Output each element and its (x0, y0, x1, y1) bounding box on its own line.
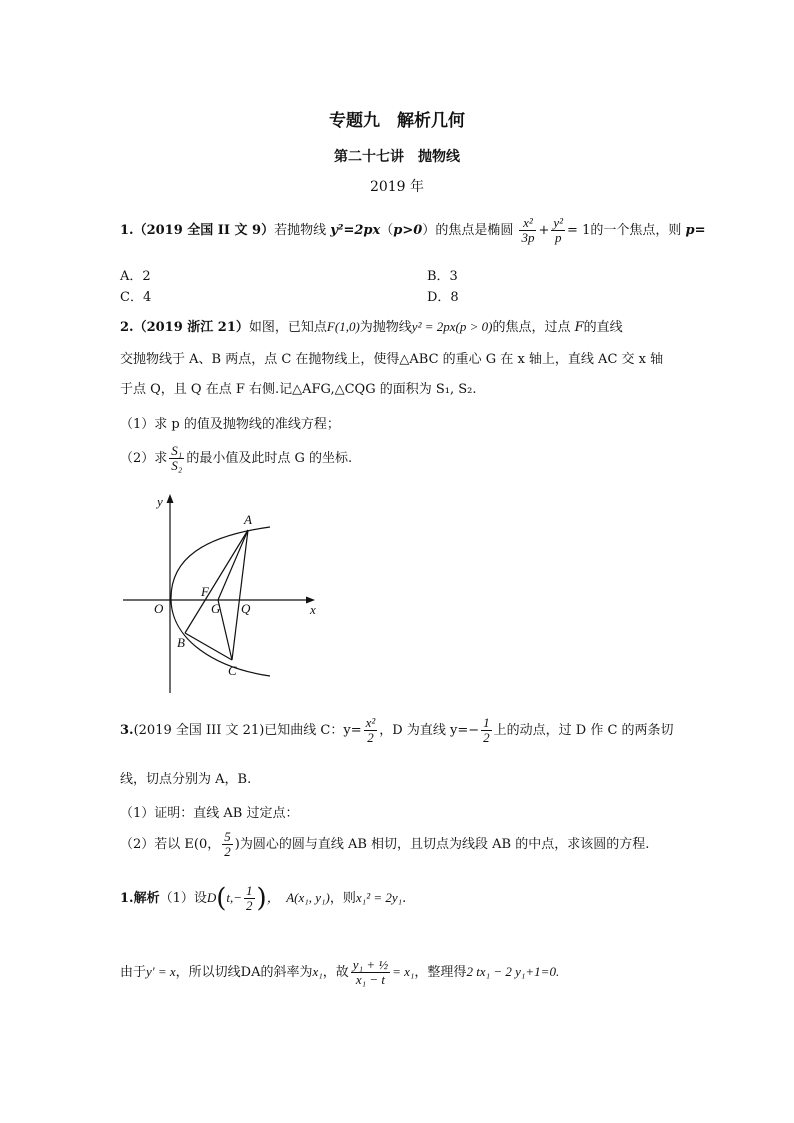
q3-center-fraction (222, 830, 233, 858)
q1-frac2-num: y² (553, 215, 564, 231)
q1-fraction-1 (519, 216, 536, 244)
q3-center-num: 5 (224, 829, 231, 845)
solution-t: t,− (226, 890, 243, 905)
q3-sub2-text-b: )为圆心的圆与直线 AB 相切，且切点为线段 AB 的中点，求该圆的方程. (234, 837, 650, 852)
paren-left: ( (216, 883, 227, 914)
q2-source: （2019 浙江 21） (133, 320, 249, 335)
q1-p-equals: p= (685, 223, 706, 238)
solution-text-d: ，整理得 (414, 965, 467, 980)
q1-number: 1. (120, 223, 134, 238)
q3-center-den: 2 (224, 844, 231, 859)
lecture-title: 第二十七讲 抛物线 (334, 149, 460, 165)
q1-option-d: D．8 (427, 290, 459, 305)
q2-line-1 (120, 316, 623, 335)
q3-frac-num: x² (365, 715, 376, 731)
q2-text-a: 如图，已知点 (248, 320, 327, 335)
q1-condition: p>0 (393, 223, 423, 238)
q1-equals-one: = 1 (567, 223, 591, 238)
q2-line-3: 于点 Q，且 Q 在点 F 右侧.记△AFG,△CQG 的面积为 S₁, S₂. (120, 382, 477, 397)
q1-text-a: 若抛物线 (274, 223, 331, 238)
q1-source: （2019 全国 II 文 9） (133, 223, 275, 238)
q2-ratio-den: S₂ (171, 458, 183, 473)
q1-paren-open: （ (380, 223, 394, 238)
q2-F: F (574, 320, 584, 335)
solution-text-b: ，所以切线DA的斜率为 (175, 965, 313, 980)
solution-D: D (206, 890, 217, 905)
q3-text-b: ，D 为直线 y=− (379, 723, 480, 738)
solution-text-c: ，故 (322, 965, 349, 980)
label-y: y (157, 494, 163, 509)
solution-slope-num: y₁ + ½ (352, 957, 389, 973)
label-C: C (228, 663, 237, 678)
paren-right: ) (256, 883, 267, 914)
question-1 (120, 208, 705, 254)
solution-label: 1.解析 (120, 891, 160, 906)
solution-result: 2 tx₁ − 2 y₁+1=0. (466, 964, 560, 979)
q3-line-2: 线，切点分别为 A，B. (120, 772, 252, 787)
q1-option-b: B．3 (427, 269, 458, 284)
label-O: O (154, 601, 164, 616)
label-F: F (201, 584, 209, 599)
solution-line-1 (120, 875, 406, 922)
q2-parabola-eq: y² = 2px(p > 0) (411, 319, 493, 334)
q3-curve-fraction (364, 716, 378, 744)
solution-half-num: 1 (246, 883, 253, 899)
q3-sub2-text-a: （2）若以 E(0， (120, 837, 221, 852)
q3-subquestion-2 (120, 822, 649, 868)
q1-text-c: 的一个焦点，则 (590, 223, 686, 238)
q2-ratio-fraction (169, 444, 184, 472)
q2-ratio-num: S₁ (171, 443, 183, 459)
solution-part: （1）设 (159, 891, 207, 906)
q1-frac1-num: x² (519, 216, 536, 231)
q1-paren-close: ） (422, 223, 436, 238)
solution-relation: x₁² = 2y₁ (355, 890, 403, 905)
q3-line-1 (120, 708, 674, 754)
q1-text-b: 的焦点是椭圆 (435, 223, 514, 238)
q2-number: 2. (120, 320, 134, 335)
q3-text-c: 上的动点，过 D 作 C 的两条切 (493, 723, 674, 738)
q1-equation: y²=2px (330, 223, 381, 238)
q2-focus-point: F(1,0) (326, 319, 360, 334)
page-title: 专题九 解析几何 (329, 111, 465, 131)
solution-slope-fraction (351, 958, 390, 986)
y-axis-arrow (167, 494, 174, 503)
parabola-figure (115, 490, 330, 700)
label-Q: Q (241, 601, 251, 616)
label-B: B (177, 635, 185, 650)
q2-subquestion-1: （1）求 p 的值及抛物线的准线方程； (120, 417, 340, 432)
q1-option-a: A．2 (120, 269, 151, 284)
q3-line-fraction (481, 716, 492, 744)
solution-x1: x₁ (312, 964, 323, 979)
solution-then: ，则 (329, 891, 356, 906)
year-heading: 2019 年 (369, 179, 425, 195)
q1-frac2-den: p (554, 230, 562, 245)
solution-half-den: 2 (246, 898, 253, 913)
solution-text-a: 由于 (120, 965, 147, 980)
q2-text-c: 的焦点，过点 (492, 320, 575, 335)
line-AB (185, 530, 248, 633)
solution-slope-den: x₁ − t (355, 972, 386, 987)
q3-subquestion-1: （1）证明：直线 AB 过定点： (120, 806, 299, 821)
label-G: G (211, 601, 221, 616)
q2-subquestion-2 (120, 436, 352, 482)
q3-number: 3. (120, 723, 134, 738)
q1-fraction-2 (551, 216, 565, 244)
solution-line-2 (120, 944, 559, 1001)
q1-frac1-den: 3p (521, 230, 535, 245)
solution-half-fraction (244, 884, 255, 912)
q2-sub2-text-b: 的最小值及此时点 G 的坐标. (186, 451, 353, 466)
q3-frac-den: 2 (367, 730, 374, 745)
q2-text-d: 的直线 (583, 320, 623, 335)
q3-source: (2019 全国 III 文 21) (133, 723, 265, 738)
q3-frac2-den: 2 (483, 730, 490, 745)
solution-derivative: y′ = x (146, 964, 176, 979)
solution-A-point: ， A(x₁, y₁) (266, 890, 330, 905)
q3-text-a: 已知曲线 C：y= (264, 723, 362, 738)
q2-line-2: 交抛物线于 A、B 两点，点 C 在抛物线上，使得△ABC 的重心 G 在 x 轴上，直线 AC 交 x 轴 (120, 352, 664, 367)
q3-frac2-num: 1 (483, 715, 490, 731)
solution-slope-equals: = x₁ (392, 964, 415, 979)
solution-period: . (402, 891, 407, 906)
q1-plus: + (538, 223, 550, 238)
q1-option-c: C．4 (120, 290, 152, 305)
q2-sub2-text-a: （2）求 (120, 451, 168, 466)
label-x: x (310, 602, 316, 617)
label-A: A (244, 512, 252, 527)
q2-text-b: 为抛物线 (359, 320, 412, 335)
